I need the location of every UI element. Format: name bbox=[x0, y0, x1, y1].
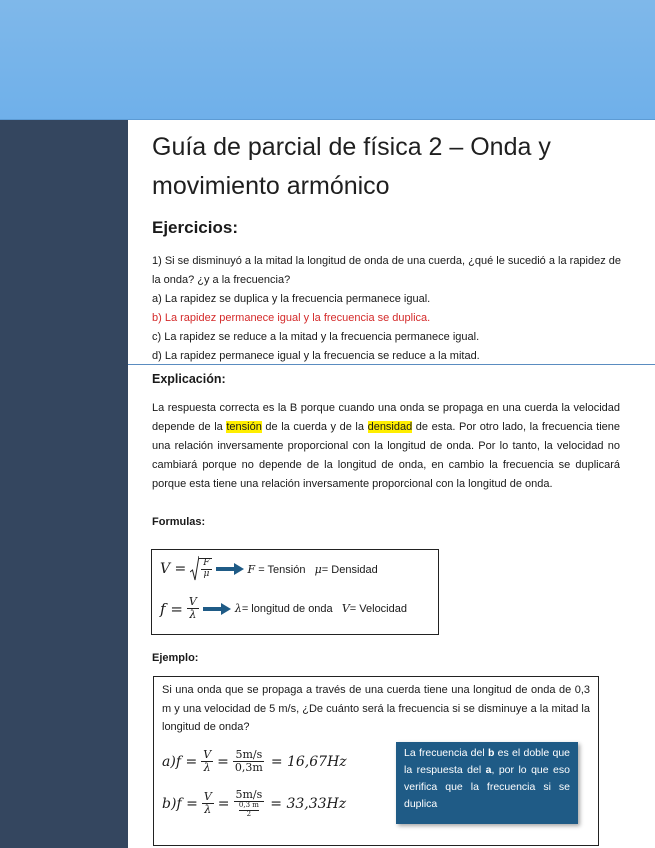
arrow-right-icon bbox=[216, 563, 244, 575]
exercises-heading: Ejercicios: bbox=[152, 218, 238, 237]
sym-lambda: λ bbox=[234, 602, 242, 616]
equation-a-num1: V bbox=[203, 748, 212, 761]
formula-frequency-den: λ bbox=[189, 608, 197, 622]
section-divider bbox=[128, 364, 655, 365]
highlight-densidad: densidad bbox=[367, 421, 413, 433]
desc-tension: = Tensión bbox=[258, 563, 306, 576]
equation-b-num2: 5m/s bbox=[235, 788, 263, 801]
equation-b-num1: V bbox=[203, 790, 212, 804]
note-bold-a: a bbox=[485, 764, 492, 776]
equation-b-den2-den: 2 bbox=[246, 809, 252, 818]
explanation-text bbox=[152, 399, 620, 494]
formula-velocity-desc bbox=[248, 563, 378, 576]
sym-mu: μ bbox=[314, 562, 322, 576]
equation-a-num2: 5m/s bbox=[235, 748, 263, 761]
sym-f: F bbox=[247, 562, 256, 576]
note-part-3: , por lo que eso verifica que la frecuencia si se duplica bbox=[404, 764, 570, 810]
note-callout bbox=[396, 742, 578, 824]
equation-a-den2: 0,3m bbox=[234, 761, 263, 775]
radical-icon bbox=[190, 556, 199, 582]
highlight-tension: tensión bbox=[226, 421, 262, 433]
option-c: c) La rapidez se reduce a la mitad y la frecuencia permanece igual. bbox=[152, 331, 480, 343]
equation-a bbox=[162, 749, 347, 774]
note-bold-b: b bbox=[487, 747, 495, 759]
example-heading: Ejemplo: bbox=[152, 652, 199, 664]
equation-b-den2-num: 0,3 m bbox=[238, 801, 259, 810]
equation-b bbox=[162, 789, 346, 818]
equation-b-den1: λ bbox=[204, 803, 212, 817]
formula-velocity-den: μ bbox=[203, 569, 210, 579]
equation-a-eq: = bbox=[217, 753, 229, 770]
desc-velocidad: = Velocidad bbox=[349, 603, 407, 616]
equation-a-result: = 16,67Hz bbox=[270, 753, 347, 770]
option-a: a) La rapidez se duplica y la frecuencia permanece igual. bbox=[152, 293, 431, 305]
equation-b-label: b) bbox=[162, 795, 177, 812]
desc-densidad: = Densidad bbox=[321, 563, 378, 576]
formula-velocity-num: F bbox=[203, 558, 210, 569]
equation-b-eq: = bbox=[217, 795, 230, 812]
equation-a-lhs: f = bbox=[175, 753, 198, 770]
formula-velocity-lhs: V = bbox=[160, 561, 187, 577]
formula-frequency bbox=[152, 596, 438, 621]
example-text: Si una onda que se propaga a través de una cuerda tiene una longitud de onda de 0,3 m y una velocidad de 5 m/s, ¿De cuánto será la frecuencia si se disminuye a la mitad la longitud de onda? bbox=[162, 684, 590, 733]
formula-box bbox=[151, 549, 439, 635]
question-text: 1) Si se disminuyó a la mitad la longitud de onda de una cuerda, ¿qué le sucedió a la rapidez de la onda? ¿y a la frecuencia? bbox=[152, 255, 622, 286]
option-d: d) La rapidez permanece igual y la frecuencia se reduce a la mitad. bbox=[152, 350, 480, 362]
formulas-heading: Formulas: bbox=[152, 516, 206, 528]
note-part-1: La frecuencia del bbox=[404, 747, 488, 759]
desc-longitud: = longitud de onda bbox=[241, 603, 333, 616]
example-box bbox=[153, 676, 599, 846]
sidebar-band bbox=[0, 120, 128, 848]
sqrt-symbol bbox=[190, 556, 211, 582]
equation-b-lhs: f = bbox=[176, 795, 198, 812]
arrow-right-icon bbox=[203, 603, 231, 615]
formula-frequency-desc bbox=[235, 602, 407, 615]
equation-a-label: a) bbox=[162, 753, 176, 770]
formula-frequency-num: V bbox=[188, 595, 197, 608]
explanation-part-1: La respuesta correcta es la B porque cuando una onda se propaga en una cuerda la velocidad depende de la bbox=[152, 402, 620, 433]
equation-a-den1: λ bbox=[203, 761, 211, 775]
note-part-2: es el doble que la respuesta del bbox=[404, 747, 570, 776]
explanation-part-3: de esta. Por otro lado, la frecuencia tiene una relación inversamente proporcional con la longitud de onda. Por lo tanto, la velocidad no cambiará porque no depende de la longitud de onda, en cambio la frecuencia se duplicará porque esta tiene una relación inversamente proporcional con la longitud de onda. bbox=[152, 421, 620, 490]
sym-v: V bbox=[341, 602, 350, 616]
equation-b-den2 bbox=[237, 802, 261, 818]
explanation-part-2: de la cuerda y de la bbox=[261, 421, 368, 433]
formula-frequency-lhs: f = bbox=[160, 599, 183, 618]
equation-b-result: = 33,33Hz bbox=[270, 795, 347, 812]
formula-velocity bbox=[152, 556, 438, 582]
page-title: Guía de parcial de física 2 – Onda y movimiento armónico bbox=[152, 133, 551, 200]
explanation-heading: Explicación: bbox=[152, 372, 226, 386]
header-band bbox=[0, 0, 655, 120]
option-b-correct: b) La rapidez permanece igual y la frecuencia se duplica. bbox=[152, 312, 431, 324]
question-block bbox=[152, 252, 632, 366]
